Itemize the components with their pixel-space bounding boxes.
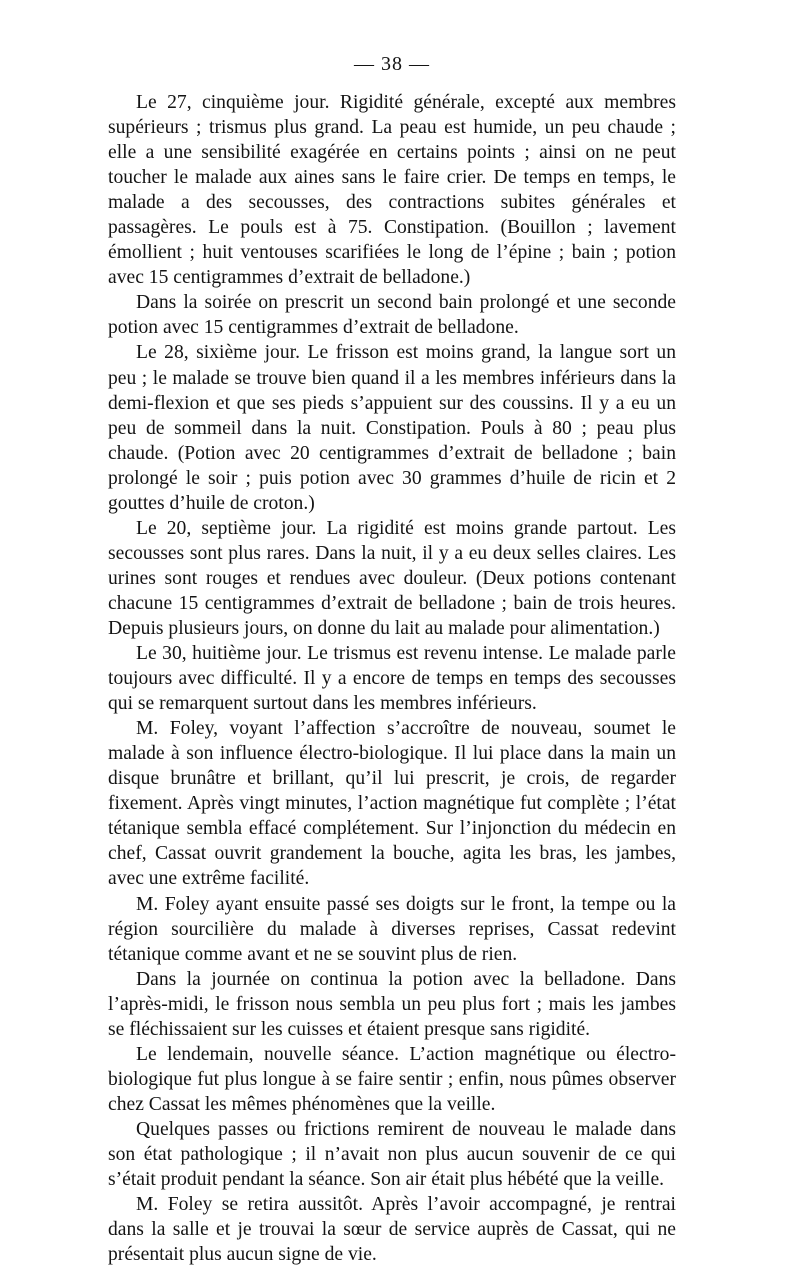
book-page	[108, 52, 676, 1267]
paragraph-4: Le 20, septième jour. La rigidité est moins grande partout. Les secousses sont plus rares. Dans la nuit, il y a eu deux selles claires. Les urines sont rouges et rendues avec douleur. (Deux potions contenant chacune 15 centigrammes d’extrait de belladone ; bain de trois heures. Depuis plusieurs jours, on donne du lait au malade pour alimentation.)	[108, 517, 676, 639]
paragraph-2: Dans la soirée on prescrit un second bain prolongé et une seconde potion avec 15 centigrammes d’extrait de belladone.	[108, 292, 676, 339]
paragraph-8: Dans la journée on continua la potion avec la belladone. Dans l’après-midi, le frisson nous sembla un peu plus fort ; mais les jambes se fléchissaient sur les cuisses et étaient presque sans rigidité.	[108, 968, 676, 1040]
page-number: — 38 —	[354, 53, 430, 75]
paragraph-11: M. Foley se retira aussitôt. Après l’avoir accompagné, je rentrai dans la salle et je trouvai la sœur de service auprès de Cassat, qui ne présentait plus aucun signe de vie.	[108, 1194, 676, 1266]
paragraph-1: Le 27, cinquième jour. Rigidité générale, excepté aux membres supérieurs ; trismus plus grand. La peau est humide, un peu chaude ; elle a une sensibilité exagérée en certains points ; ainsi on ne peut toucher le malade aux aines sans le faire crier. De temps en temps, le malade a des secousses, des contractions subites générales et passagères. Le pouls est à 75. Constipation. (Bouillon ; lavement émollient ; huit ventouses scarifiées le long de l’épine ; bain ; potion avec 15 centigrammes d’extrait de belladone.)	[108, 92, 676, 289]
paragraph-6: M. Foley, voyant l’affection s’accroître de nouveau, soumet le malade à son influence électro-biologique. Il lui place dans la main un disque brunâtre et brillant, qu’il lui prescrit, je crois, de regarder fixement. Après vingt minutes, l’action magnétique fut complète ; l’état tétanique sembla effacé complétement. Sur l’injonction du médecin en chef, Cassat ouvrit grandement la bouche, agita les bras, les jambes, avec une extrême facilité.	[108, 718, 676, 890]
paragraph-5: Le 30, huitième jour. Le trismus est revenu intense. Le malade parle toujours avec difficulté. Il y a encore de temps en temps des secousses qui se remarquent surtout dans les membres inférieurs.	[108, 643, 676, 715]
paragraph-9: Le lendemain, nouvelle séance. L’action magnétique ou électro-biologique fut plus longue à se faire sentir ; enfin, nous pûmes observer chez Cassat les mêmes phénomènes que la veille.	[108, 1043, 676, 1115]
paragraph-3: Le 28, sixième jour. Le frisson est moins grand, la langue sort un peu ; le malade se trouve bien quand il a les membres inférieurs dans la demi-flexion et que ses pieds s’appuient sur des coussins. Il y a eu un peu de sommeil dans la nuit. Constipation. Pouls à 80 ; peau plus chaude. (Potion avec 20 centigrammes d’extrait de belladone ; bain prolongé le soir ; puis potion avec 30 grammes d’huile de ricin et 2 gouttes d’huile de croton.)	[108, 342, 676, 514]
paragraph-10: Quelques passes ou frictions remirent de nouveau le malade dans son état pathologique ; il n’avait non plus aucun souvenir de ce qui s’était produit pendant la séance. Son air était plus hébété que la veille.	[108, 1118, 676, 1191]
paragraph-7: M. Foley ayant ensuite passé ses doigts sur le front, la tempe ou la région sourcilière du malade à diverses reprises, Cassat redevint tétanique comme avant et ne se souvint plus de rien.	[108, 893, 676, 965]
page-body	[108, 90, 676, 1267]
